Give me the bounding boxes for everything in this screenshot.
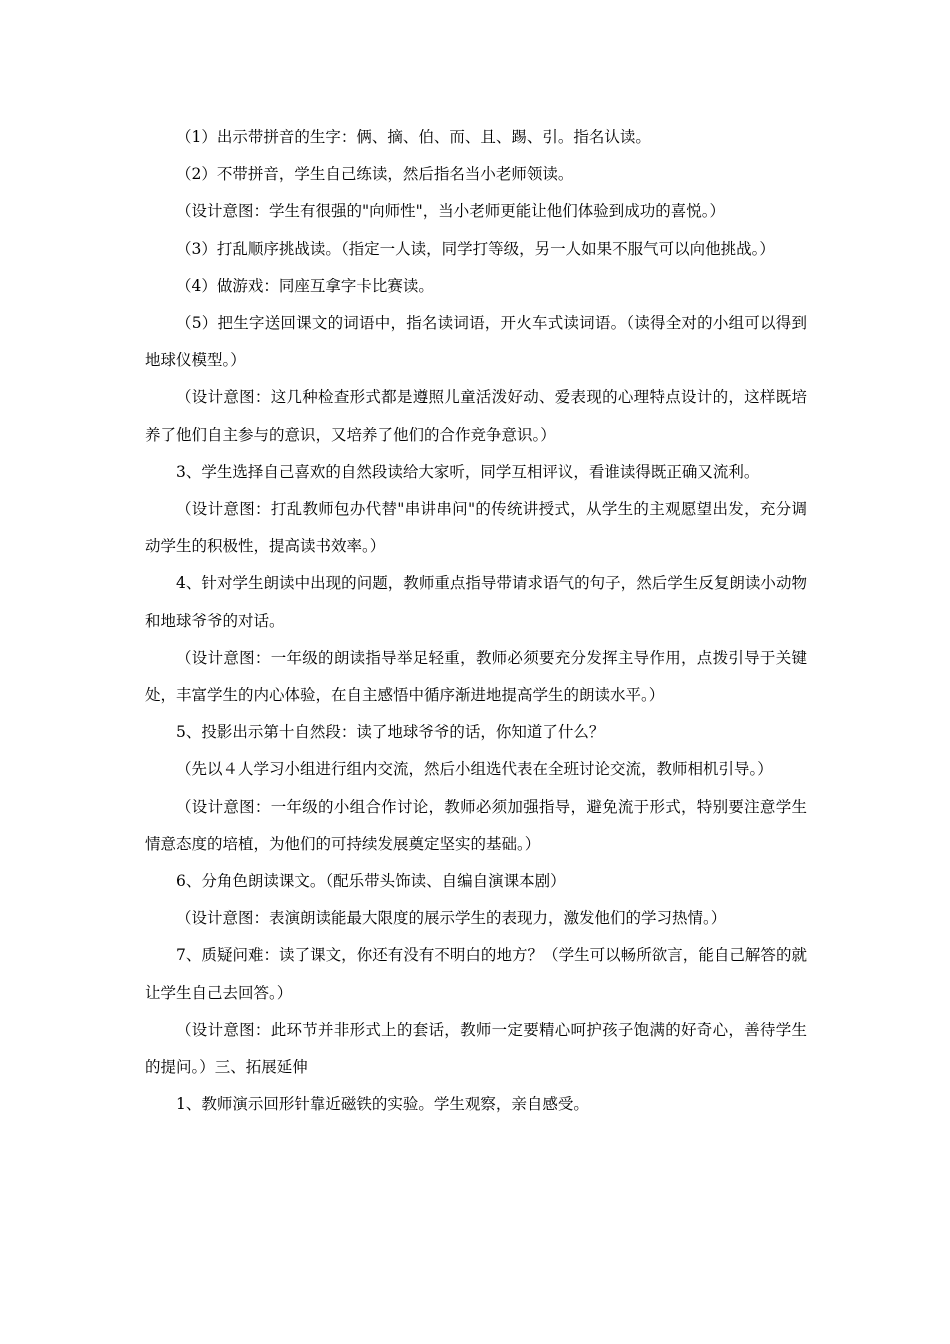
paragraph: 5、投影出示第十自然段：读了地球爷爷的话，你知道了什么？ (176, 723, 605, 742)
paragraph: （设计意图：此环节并非形式上的套话，教师一定要精心呵护孩子饱满的好奇心，善待学生的提问。）三、拓展延伸 (145, 1020, 807, 1077)
paragraph: （2）不带拼音，学生自己练读，然后指名当小老师领读。 (176, 165, 574, 184)
paragraph: （5）把生字送回课文的词语中，指名读词语，开火车式读词语。（读得全对的小组可以得到地球仪模型。） (145, 314, 807, 370)
paragraph: （设计意图：表演朗读能最大限度的展示学生的表现力，激发他们的学习热情。） (176, 909, 727, 928)
paragraph: （设计意图：打乱教师包办代替"串讲串问"的传统讲授式，从学生的主观愿望出发，充分调动学生的积极性，提高读书效率。） (145, 500, 807, 556)
paragraph: 1、教师演示回形针靠近磁铁的实验。学生观察，亲自感受。 (176, 1095, 589, 1114)
paragraph: （3）打乱顺序挑战读。（指定一人读，同学打等级，另一人如果不服气可以向他挑战。） (176, 239, 775, 258)
paragraph: （设计意图：学生有很强的"向师性"，当小老师更能让他们体验到成功的喜悦。） (176, 202, 726, 221)
paragraph: （设计意图：这几种检查形式都是遵照儿童活泼好动、爱表现的心理特点设计的，这样既培养了他们自主参与的意识，又培养了他们的合作竞争意识。） (145, 388, 807, 444)
paragraph: 4、针对学生朗读中出现的问题，教师重点指导带请求语气的句子，然后学生反复朗读小动物和地球爷爷的对话。 (145, 574, 807, 630)
paragraph: （1）出示带拼音的生字：俩、摘、伯、而、且、踢、引。指名认读。 (176, 128, 651, 146)
paragraph: （设计意图：一年级的朗读指导举足轻重，教师必须要充分发挥主导作用，点拨引导于关键处，丰富学生的内心体验，在自主感悟中循序渐进地提高学生的朗读水平。） (145, 648, 807, 705)
paragraph: （设计意图：一年级的小组合作讨论，教师必须加强指导，避免流于形式，特别要注意学生情意态度的培植，为他们的可持续发展奠定坚实的基础。） (145, 797, 807, 853)
paragraph: （先以４人学习小组进行组内交流，然后小组选代表在全班讨论交流，教师相机引导。） (176, 760, 773, 779)
paragraph: （4）做游戏：同座互拿字卡比赛读。 (176, 276, 434, 295)
paragraph: 6、分角色朗读课文。（配乐带头饰读、自编自演课本剧） (176, 872, 566, 891)
document-body (145, 119, 807, 1123)
paragraph: 7、质疑问难：读了课文，你还有没有不明白的地方？（学生可以畅所欲言，能自己解答的就让学生自己去回答。） (145, 946, 807, 1002)
paragraph: 3、学生选择自己喜欢的自然段读给大家听，同学互相评议，看谁读得既正确又流利。 (176, 462, 760, 481)
